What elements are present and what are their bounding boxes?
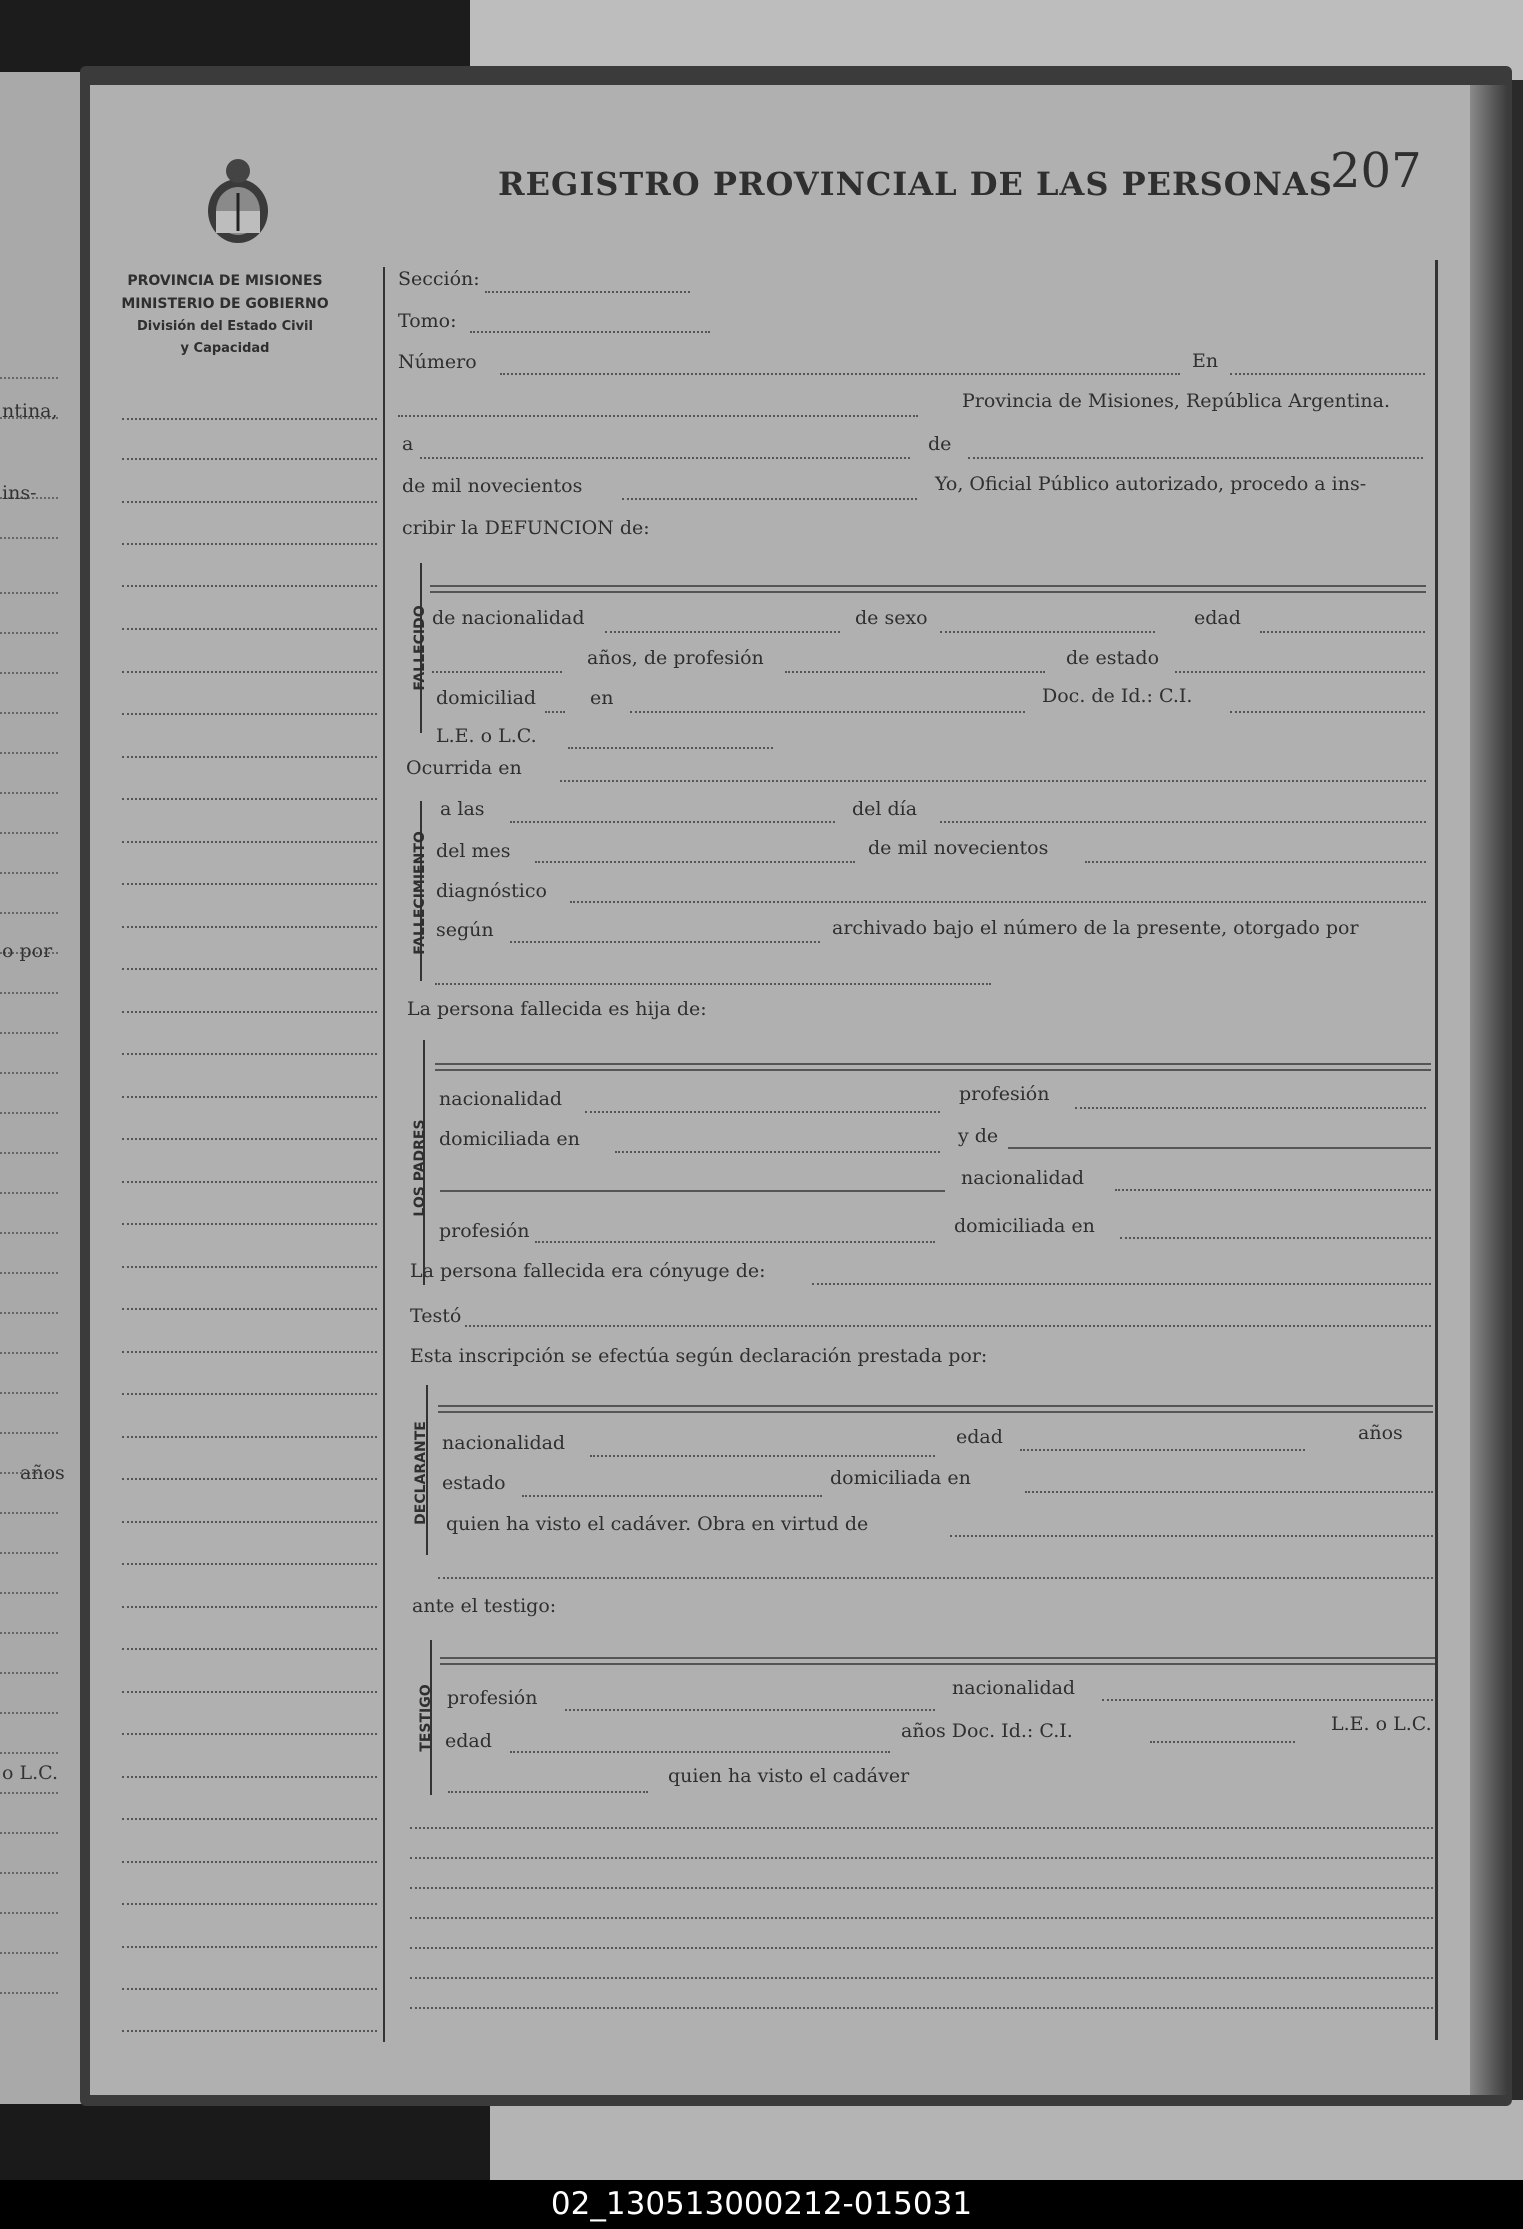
agency-line: y Capacidad — [180, 341, 270, 356]
left-page-fragment: o L.C. — [2, 1762, 59, 1784]
archivado-text: archivado bajo el número de la presente, otorgado por — [832, 917, 1359, 939]
del-mes-label: del mes — [436, 840, 511, 862]
tomo-label: Tomo: — [398, 310, 457, 332]
padres-domiciliada2-label: domiciliada en — [954, 1215, 1095, 1237]
padres-profesion2-label: profesión — [439, 1220, 530, 1242]
testigo-nacionalidad-label: nacionalidad — [952, 1677, 1076, 1699]
declarante-edad-label: edad — [956, 1426, 1003, 1448]
fallecido-nacionalidad-label: de nacionalidad — [432, 607, 585, 629]
testigo-profesion-label: profesión — [447, 1687, 538, 1709]
agency-line: MINISTERIO DE GOBIERNO — [121, 296, 329, 312]
padres-nacionalidad2-label: nacionalidad — [961, 1167, 1085, 1189]
ante-text: ante el testigo: — [412, 1595, 557, 1617]
seccion-label: Sección: — [398, 268, 480, 290]
declarante-estado-label: estado — [442, 1472, 506, 1494]
padres-label: LOS PADRES — [412, 1119, 428, 1217]
padres-profesion-label: profesión — [959, 1083, 1050, 1105]
fallecido-estado-label: de estado — [1066, 647, 1160, 669]
y-de-label: y de — [958, 1125, 999, 1147]
hija-text: La persona fallecida es hija de: — [407, 998, 707, 1020]
page-number: 207 — [1330, 143, 1422, 199]
agency-line: División del Estado Civil — [137, 319, 313, 334]
left-page — [0, 72, 92, 2104]
testigo-label: TESTIGO — [418, 1684, 434, 1752]
testigo-edad-label: edad — [445, 1730, 492, 1752]
left-page-fragment: años — [20, 1462, 65, 1484]
fallecimiento-mil-label: de mil novecientos — [868, 837, 1049, 859]
fallecimiento-label: FALLECIMIENTO — [412, 831, 428, 955]
inscribir-text: cribir la DEFUNCION de: — [402, 517, 650, 539]
testo-label: Testó — [410, 1305, 462, 1327]
segun-label: según — [436, 919, 494, 941]
fallecido-edad-label: edad — [1194, 607, 1241, 629]
left-page-fragment: o por — [2, 940, 53, 962]
fallecido-label: FALLECIDO — [412, 605, 428, 691]
fallecido-domiciliad-label: domiciliad — [436, 687, 537, 709]
mil-label: de mil novecientos — [402, 475, 583, 497]
image-caption: 02_130513000212-015031 — [550, 2186, 973, 2222]
page-shade — [1470, 85, 1508, 2095]
fallecido-doc-label: Doc. de Id.: C.I. — [1042, 685, 1193, 707]
left-page-fragment: ntina, — [2, 400, 58, 422]
provincia-text: Provincia de Misiones, República Argentina. — [962, 390, 1391, 412]
fallecido-profesion-label: años, de profesión — [587, 647, 764, 669]
ocurrida-label: Ocurrida en — [406, 757, 522, 779]
a-las-label: a las — [440, 798, 485, 820]
coat-of-arms-icon — [202, 153, 274, 248]
padres-nacionalidad-label: nacionalidad — [439, 1088, 563, 1110]
en-label: En — [1192, 350, 1219, 372]
de-label: de — [928, 433, 952, 455]
fallecido-le-label: L.E. o L.C. — [436, 725, 537, 747]
testigo-le-label: L.E. o L.C. — [1331, 1713, 1432, 1735]
inscripcion-text: Esta inscripción se efectúa según declaración prestada por: — [410, 1345, 988, 1367]
padres-domiciliada-label: domiciliada en — [439, 1128, 580, 1150]
oficial-text: Yo, Oficial Público autorizado, procedo a ins- — [935, 473, 1367, 495]
register-page — [90, 85, 1475, 2095]
diagnostico-label: diagnóstico — [436, 880, 547, 902]
declarante-anos-label: años — [1358, 1422, 1403, 1444]
page-title: REGISTRO PROVINCIAL DE LAS PERSONAS — [498, 165, 1333, 203]
agency-line: PROVINCIA DE MISIONES — [127, 273, 323, 289]
del-dia-label: del día — [852, 798, 918, 820]
declarante-quien-text: quien ha visto el cadáver. Obra en virtud de — [446, 1513, 869, 1535]
declarante-label: DECLARANTE — [413, 1421, 429, 1525]
background-bottom-light — [490, 2100, 1523, 2180]
fallecido-en-label: en — [590, 687, 614, 709]
a-label: a — [402, 433, 414, 455]
testigo-doc-label: años Doc. Id.: C.I. — [901, 1720, 1073, 1742]
fallecido-sexo-label: de sexo — [855, 607, 928, 629]
declarante-domiciliada-label: domiciliada en — [830, 1467, 971, 1489]
numero-label: Número — [398, 351, 477, 373]
testigo-quien-text: quien ha visto el cadáver — [668, 1765, 910, 1787]
declarante-nacionalidad-label: nacionalidad — [442, 1432, 566, 1454]
conyuge-text: La persona fallecida era cónyuge de: — [410, 1260, 766, 1282]
left-page-fragment: ins- — [2, 482, 37, 504]
